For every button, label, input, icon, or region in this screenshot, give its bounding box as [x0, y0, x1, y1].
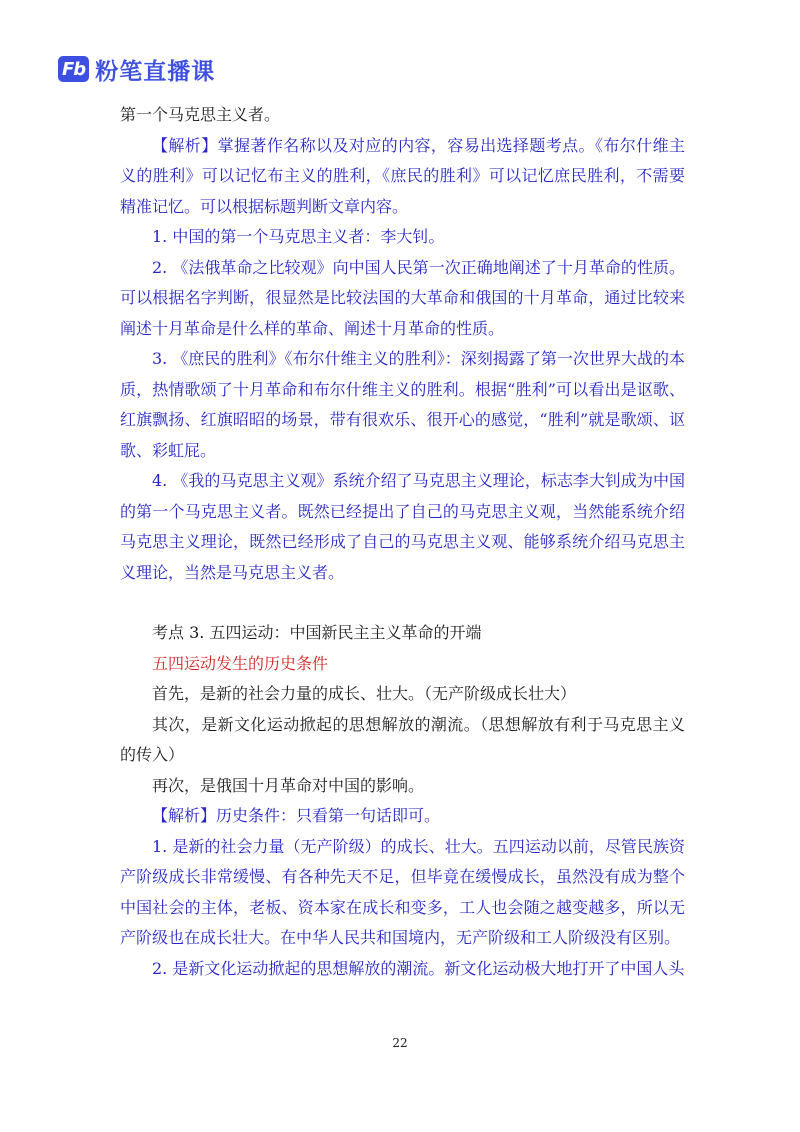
condition-second: 其次，是新文化运动掀起的思想解放的潮流。（思想解放有利于马克思主义的传入） — [120, 714, 685, 764]
analysis-paragraph: 【解析】掌握著作名称以及对应的内容，容易出选择题考点。《布尔什维主义的胜利》可以记忆布主义的胜利，《庶民的胜利》可以记忆庶民胜利，不需要精准记忆。可以根据标题判断文章内容。 — [120, 135, 685, 216]
document-body — [120, 100, 685, 984]
condition-first: 首先，是新的社会力量的成长、壮大。（无产阶级成长壮大） — [152, 684, 577, 703]
subsection-heading: 五四运动发生的历史条件 — [152, 653, 329, 673]
analysis-paragraph-2: 【解析】历史条件：只看第一句话即可。 — [152, 806, 441, 825]
page-header — [58, 53, 215, 85]
paragraph-continuation: 第一个马克思主义者。 — [120, 105, 281, 124]
section-heading: 考点 3. 五四运动：中国新民主主义革命的开端 — [152, 623, 482, 642]
page-number: 22 — [392, 1036, 408, 1050]
fenbi-logo-icon: Fb — [58, 56, 89, 82]
analysis-point-1b: 1. 是新的社会力量（无产阶级）的成长、壮大。五四运动以前，尽管民族资产阶级成长非常缓慢、有各种先天不足，但毕竟在缓慢成长，虽然没有成为整个中国社会的主体，老板、资本家在成长和变多，工人也会随之越变越多，所以无产阶级也在成长壮大。在中华人民共和国境内，无产阶级和工人阶级没有区别。 — [120, 836, 685, 947]
brand-name: 粉笔直播课 — [95, 58, 216, 85]
analysis-point-4: 4. 《我的马克思主义观》系统介绍了马克思主义理论，标志李大钊成为中国的第一个马克思主义者。既然已经提出了自己的马克思主义观，当然能系统介绍马克思主义理论，既然已经形成了自己的马克思主义观、能够系统介绍马克思主义理论，当然是马克思主义者。 — [120, 471, 685, 582]
condition-third: 再次，是俄国十月革命对中国的影响。 — [152, 775, 425, 795]
analysis-point-1: 1. 中国的第一个马克思主义者：李大钊。 — [152, 227, 445, 246]
analysis-point-2: 2. 《法俄革命之比较观》向中国人民第一次正确地阐述了十月革命的性质。可以根据名字判断，很显然是比较法国的大革命和俄国的十月革命，通过比较来阐述十月革命是什么样的革命、阐述十月革命的性质。 — [120, 257, 685, 338]
analysis-point-2b: 2. 是新文化运动掀起的思想解放的潮流。新文化运动极大地打开了中国人头 — [152, 958, 685, 978]
section-spacer — [120, 588, 685, 618]
analysis-point-3: 3. 《庶民的胜利》《布尔什维主义的胜利》：深刻揭露了第一次世界大战的本质，热情歌颂了十月革命和布尔什维主义的胜利。根据“胜利”可以看出是讴歌、红旗飘扬、红旗昭昭的场景，带有很欢乐、很开心的感觉，“胜利”就是歌颂、讴歌、彩虹屁。 — [120, 349, 685, 460]
